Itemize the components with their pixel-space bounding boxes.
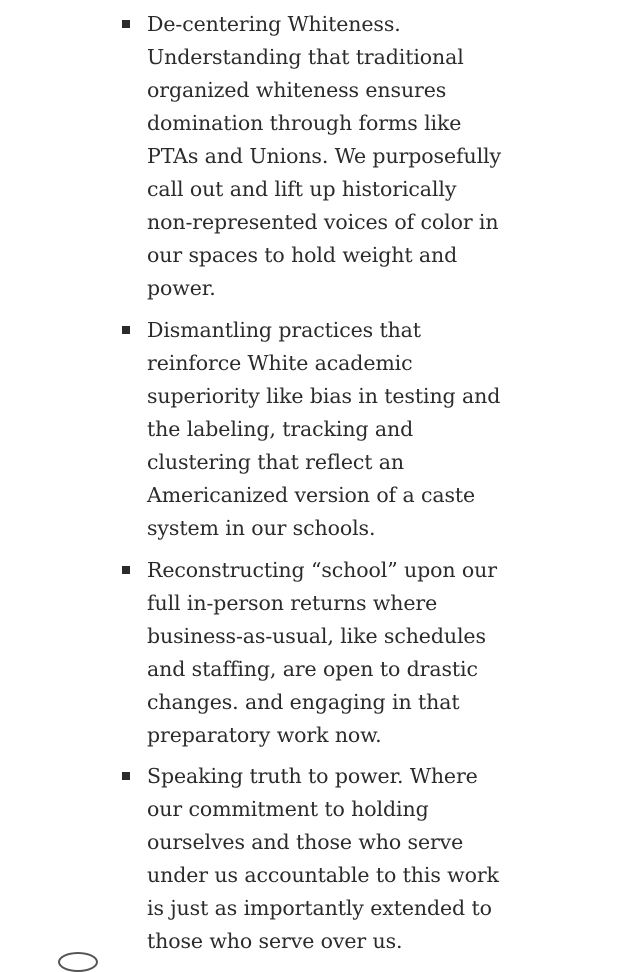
list-item-line: call out and lift up historically — [147, 177, 457, 201]
list-item-line: non-represented voices of color in — [147, 210, 499, 234]
list-item-line: and staffing, are open to drastic — [147, 657, 478, 681]
list-item-line: our spaces to hold weight and — [147, 243, 458, 267]
list-item-line: ourselves and those who serve — [147, 830, 464, 854]
list-item-line: full in-person returns where — [147, 591, 438, 615]
list-item-line: preparatory work now. — [147, 723, 382, 747]
list-item-line: our commitment to holding — [147, 797, 429, 821]
list-item-line: under us accountable to this work — [147, 863, 499, 887]
list-item-line: clustering that reflect an — [147, 450, 405, 474]
partial-circle-icon — [58, 952, 98, 972]
list-item-line: PTAs and Unions. We purposefully — [147, 144, 501, 168]
list-item-line: system in our schools. — [147, 516, 376, 540]
list-item-line: De-centering Whiteness. — [147, 12, 401, 36]
list-item-line: Speaking truth to power. Where — [147, 764, 478, 788]
list-item-line: domination through forms like — [147, 111, 462, 135]
list-item-line: Understanding that traditional — [147, 45, 464, 69]
list-item-line: business-as-usual, like schedules — [147, 624, 486, 648]
list-item-line: those who serve over us. — [147, 929, 403, 953]
bullet-icon — [122, 772, 130, 780]
bullet-icon — [122, 566, 130, 574]
list-item-line: Dismantling practices that — [147, 318, 421, 342]
list-item-line: superiority like bias in testing and — [147, 384, 501, 408]
list-item-line: the labeling, tracking and — [147, 417, 414, 441]
bullet-icon — [122, 326, 130, 334]
list-item-line: is just as importantly extended to — [147, 896, 492, 920]
list-item-line: power. — [147, 276, 216, 300]
list-item-line: organized whiteness ensures — [147, 78, 447, 102]
list-item-line: changes. and engaging in that — [147, 690, 460, 714]
list-item-line: Reconstructing “school” upon our — [147, 558, 497, 582]
list-item-line: reinforce White academic — [147, 351, 413, 375]
bullet-icon — [122, 20, 130, 28]
list-item-line: Americanized version of a caste — [147, 483, 476, 507]
